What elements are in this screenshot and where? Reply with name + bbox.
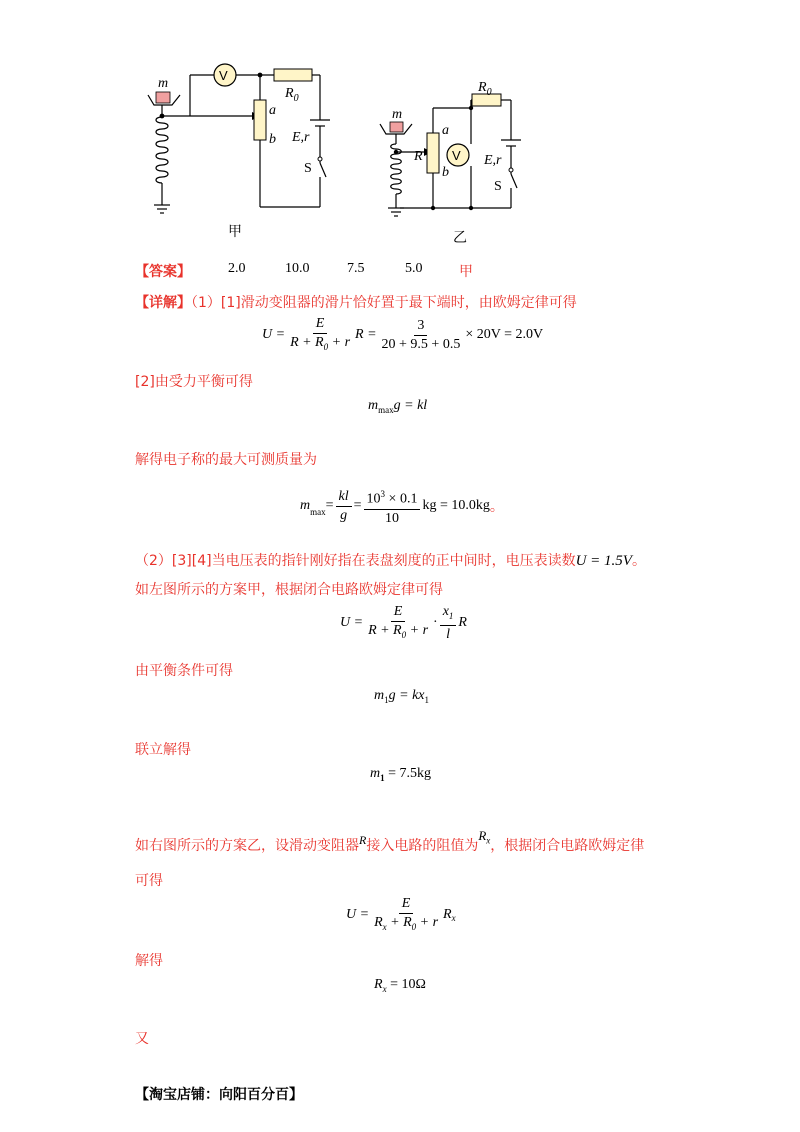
label-m-yi: m bbox=[392, 107, 403, 122]
detail-label: 【详解】 bbox=[135, 295, 191, 311]
equation-1: U = $\frac{E}{R + R_0 + r}$ R = $\frac{3}{20 + 9.5 + 0.5}$ × 20V = 2.0V bbox=[262, 316, 544, 352]
detail-p11: 又 bbox=[135, 1031, 149, 1047]
circuit-diagram-jia bbox=[140, 55, 340, 245]
answer-value-3: 7.5 bbox=[347, 261, 365, 276]
caption-yi: 乙 bbox=[453, 230, 467, 246]
circuit-diagram-yi bbox=[378, 78, 528, 228]
label-b-yi: b bbox=[442, 165, 449, 180]
label-a-yi: a bbox=[442, 123, 449, 138]
detail-p4: （2）[3][4]当电压表的指针刚好指在表盘刻度的正中间时，电压表读数U = 1.5V。 bbox=[135, 553, 646, 569]
caption-jia: 甲 bbox=[228, 224, 242, 240]
detail-p5: 如左图所示的方案甲，根据闭合电路欧姆定律可得 bbox=[135, 582, 443, 598]
detail-line-1 bbox=[135, 292, 577, 312]
label-b: b bbox=[269, 132, 276, 147]
detail-p1: （1）[1]滑动变阻器的滑片恰好置于最下端时，由欧姆定律可得 bbox=[191, 295, 577, 311]
label-m: m bbox=[158, 76, 169, 91]
label-s: S bbox=[304, 161, 312, 176]
answer-value-1: 2.0 bbox=[228, 261, 246, 276]
equation-5: $m_1g = kx_1$ bbox=[374, 688, 429, 705]
answer-value-2: 10.0 bbox=[285, 261, 310, 276]
equation-6: $m_1 = 7.5kg$ bbox=[370, 766, 432, 783]
detail-p8: 如右图所示的方案乙，设滑动变阻器R接入电路的阻值为$R_x$，根据闭合电路欧姆定律 bbox=[135, 828, 645, 854]
detail-p9: 可得 bbox=[135, 873, 163, 889]
detail-p7: 联立解得 bbox=[135, 742, 191, 758]
detail-p6: 由平衡条件可得 bbox=[135, 663, 233, 679]
label-a: a bbox=[269, 103, 276, 118]
detail-p3: 解得电子称的最大可测质量为 bbox=[135, 452, 317, 468]
label-r-yi: R bbox=[414, 149, 423, 164]
equation-2: $m_{max}g$ = kl bbox=[368, 398, 428, 415]
label-er: E,r bbox=[292, 130, 310, 145]
label-er-yi: E,r bbox=[484, 153, 502, 168]
label-s-yi: S bbox=[494, 179, 502, 194]
equation-7: U = $\frac{E}{R_x + R_0 + r}$ R x bbox=[346, 896, 456, 932]
equation-3: m $_{max}$ = $\frac{kl}{g}$ = $\frac{10^3 \times 0.1}{10}$ kg = 10.0kg 。 bbox=[300, 486, 504, 527]
answer-label: 【答案】 bbox=[135, 264, 191, 280]
answer-choice: 甲 bbox=[459, 264, 473, 280]
answer-value-4: 5.0 bbox=[405, 261, 423, 276]
detail-p2: [2]由受力平衡可得 bbox=[135, 374, 253, 390]
equation-4: U = $\frac{E}{R + R_0 + r}$ · $\frac{x_1}{l}$ R bbox=[340, 604, 467, 642]
label-r0-yi: $R_0$ bbox=[478, 80, 492, 98]
label-v: V bbox=[219, 68, 228, 83]
label-r0: $R_0$ bbox=[285, 86, 299, 104]
detail-p10: 解得 bbox=[135, 953, 163, 969]
label-v-yi: V bbox=[452, 148, 461, 163]
equation-8: $R_x = 10\Omega$ bbox=[374, 977, 426, 994]
footer-shop: 【淘宝店铺：向阳百分百】 bbox=[135, 1087, 303, 1103]
